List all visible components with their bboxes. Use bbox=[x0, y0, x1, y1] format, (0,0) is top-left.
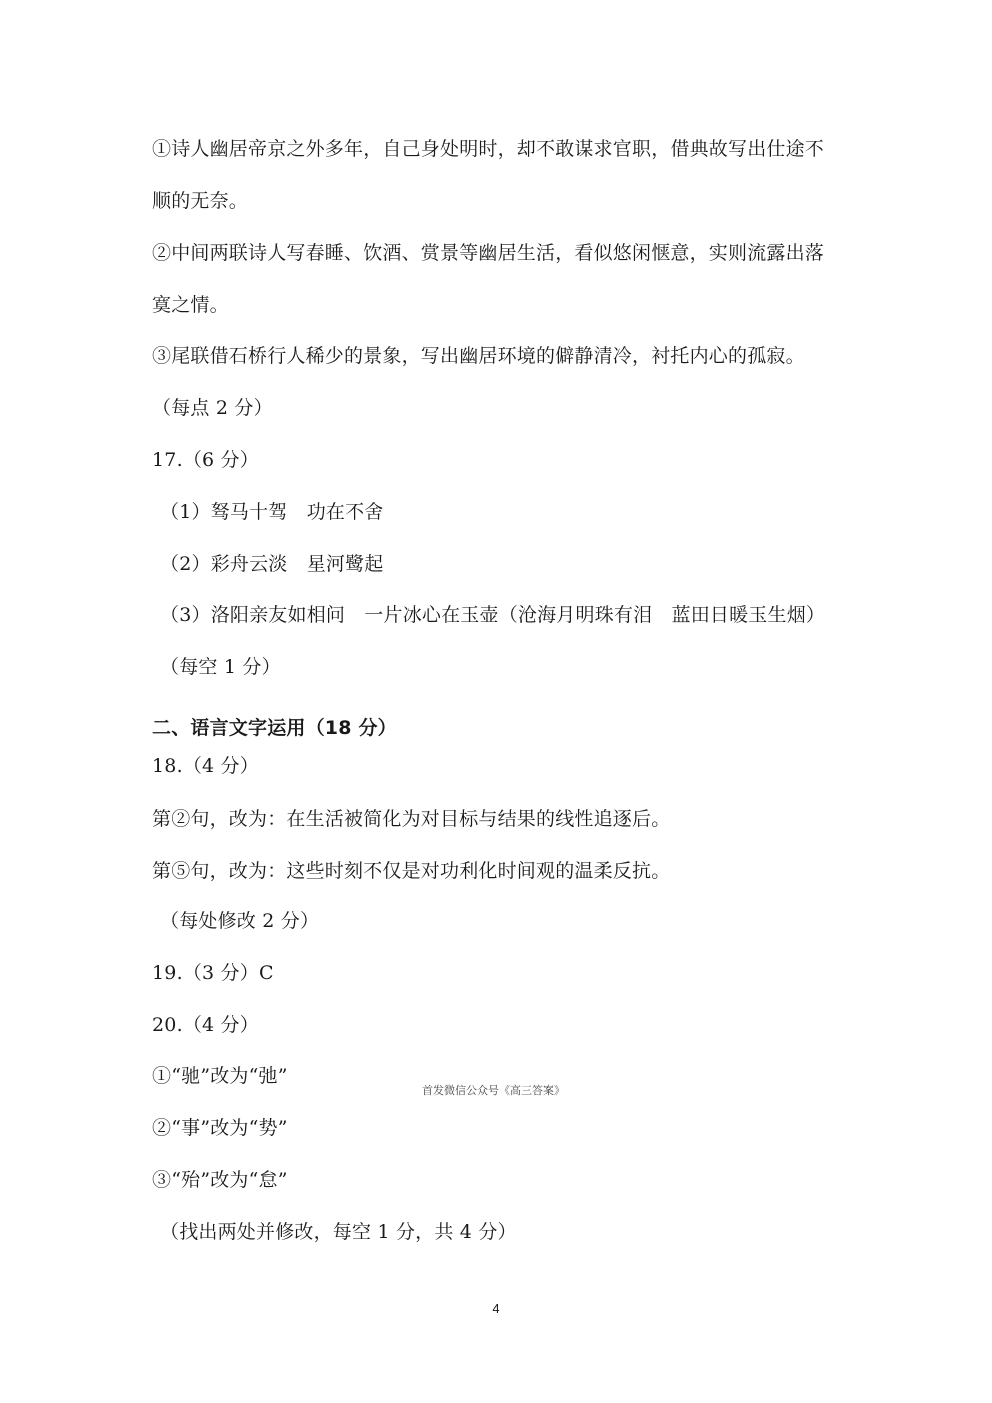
q18-header: 18.（4 分） bbox=[152, 755, 259, 777]
q20-item-1: ①“驰”改为“弛” bbox=[152, 1065, 288, 1087]
watermark: 首发微信公众号《高三答案》 bbox=[422, 1084, 565, 1097]
q20-item-2: ②“事”改为“势” bbox=[152, 1117, 288, 1139]
q20-scoring-note: （找出两处并修改，每空 1 分，共 4 分） bbox=[160, 1221, 517, 1243]
q17-answer-3: （3）洛阳亲友如相问 一片冰心在玉壶（沧海月明珠有泪 蓝田日暖玉生烟） bbox=[160, 604, 826, 626]
page-number: 4 bbox=[492, 1301, 500, 1316]
q20-item-3: ③“殆”改为“怠” bbox=[152, 1169, 288, 1191]
q16-point3: ③尾联借石桥行人稀少的景象，写出幽居环境的僻静清冷，衬托内心的孤寂。 bbox=[152, 345, 805, 367]
q18-line-1: 第②句，改为：在生活被简化为对目标与结果的线性追逐后。 bbox=[152, 808, 671, 830]
q16-point2-line2: 寞之情。 bbox=[152, 294, 229, 316]
q17-answer-1: （1）驽马十驾 功在不舍 bbox=[160, 501, 384, 523]
part2-heading: 二、语言文字运用（18 分） bbox=[152, 717, 397, 739]
q16-point1-line2: 顺的无奈。 bbox=[152, 190, 249, 212]
q16-point1-line1: ①诗人幽居帝京之外多年，自己身处明时，却不敢谋求官职，借典故写出仕途不 bbox=[152, 138, 825, 160]
q16-scoring-note: （每点 2 分） bbox=[152, 397, 273, 419]
q18-line-2: 第⑤句，改为：这些时刻不仅是对功利化时间观的温柔反抗。 bbox=[152, 860, 671, 882]
q17-header: 17.（6 分） bbox=[152, 449, 259, 471]
q20-header: 20.（4 分） bbox=[152, 1014, 259, 1036]
q16-point2-line1: ②中间两联诗人写春睡、饮酒、赏景等幽居生活，看似悠闲惬意，实则流露出落 bbox=[152, 242, 825, 264]
q17-answer-2: （2）彩舟云淡 星河鹭起 bbox=[160, 553, 384, 575]
q17-scoring-note: （每空 1 分） bbox=[160, 656, 281, 678]
q19-answer: 19.（3 分）C bbox=[152, 962, 274, 984]
q18-scoring-note: （每处修改 2 分） bbox=[160, 910, 320, 932]
